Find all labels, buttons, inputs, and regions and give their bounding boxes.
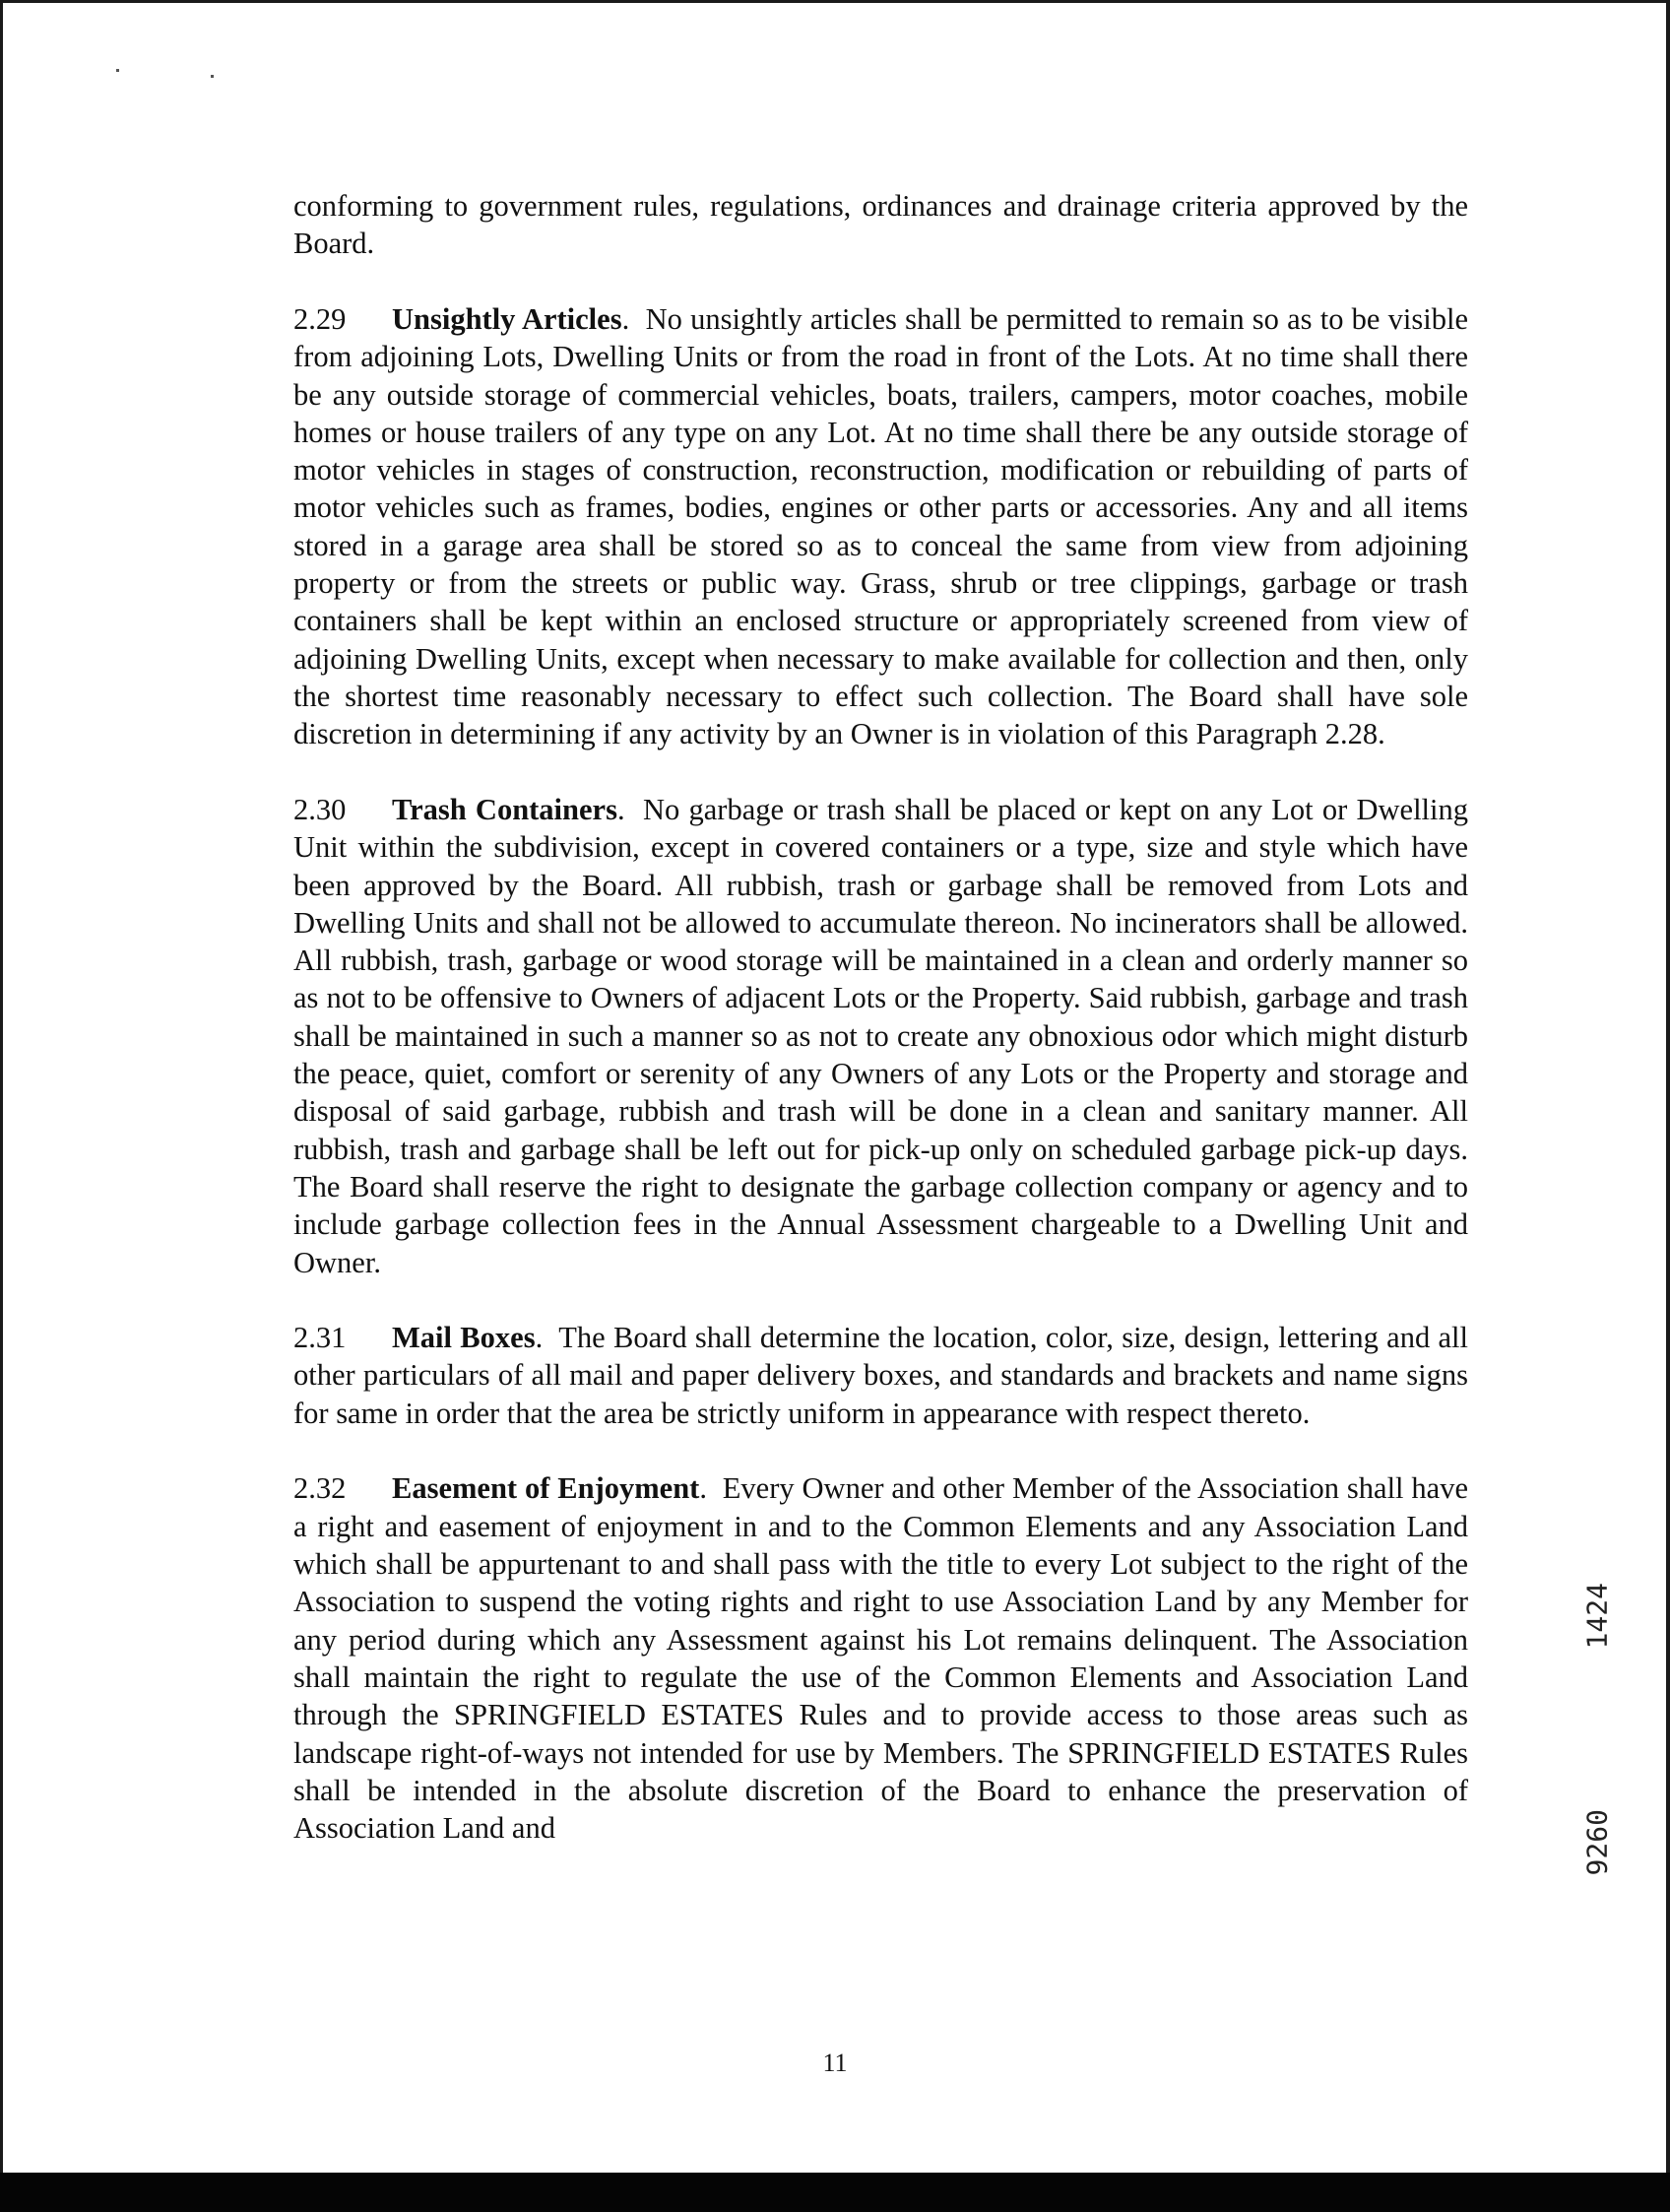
document-body — [293, 187, 1468, 1885]
section-heading: Unsightly Articles — [392, 301, 622, 336]
section-number: 2.29 — [293, 301, 347, 336]
scan-border-right — [1666, 0, 1670, 2212]
section-2-32: 2.32 Easement of Enjoyment. Every Owner and other Member of the Association shall have a right and easement of enjoyment in and to the Common Elements and any Association Land which shall be appurtenant to and shall pass with the title to every Lot subject to the right of the Association to suspend the voting rights and right to use Association Land by any Member for any period during which any Assessment against his Lot remains delinquent. The Association shall maintain the right to regulate the use of the Common Elements and Association Land through the SPRINGFIELD ESTATES Rules and to provide access to those areas such as landscape right-of-ways not intended for use by Members. The SPRINGFIELD ESTATES Rules shall be intended in the absolute discretion of the Board to enhance the preservation of Association Land and — [293, 1471, 1469, 1846]
section-heading: Mail Boxes — [392, 1321, 536, 1355]
section-number: 2.30 — [293, 792, 347, 826]
section-text: The Board shall determine the location, color, size, design, lettering and all other particulars of all mail and paper delivery boxes, and standards and brackets and name signs for same in order that the area be strictly uniform in appearance with respect thereto. — [293, 1321, 1468, 1430]
section-2-29: 2.29 Unsightly Articles. No unsightly articles shall be permitted to remain so as to be visible from adjoining Lots, Dwelling Units or from the road in front of the Lots. At no time shall there be any outside storage of commercial vehicles, boats, trailers, campers, motor coaches, mobile homes or house trailers of any type on any Lot. At no time shall there be any outside storage of motor vehicles in stages of construction, reconstruction, modification or rebuilding of parts of motor vehicles such as frames, bodies, engines or other parts or accessories. Any and all items stored in a garage area shall be stored so as to conceal the same from view from adjoining property or from the streets or public way. Grass, shrub or tree clippings, garbage or trash containers shall be kept within an enclosed structure or appropriately screened from view of adjoining Dwelling Units, except when necessary to make available for collection and then, only the shortest time reasonably necessary to effect such collection. The Board shall have sole discretion in determining if any activity by an Owner is in violation of this Paragraph 2.28. — [293, 301, 1468, 751]
page-number: 11 — [822, 2049, 848, 2077]
carryover-paragraph: conforming to government rules, regulations, ordinances and drainage criteria approved by the Board. — [293, 189, 1468, 261]
section-text: No garbage or trash shall be placed or kept on any Lot or Dwelling Unit within the subdivision, except in covered containers or a type, size and style which have been approved by the Board. All rubbish, trash or garbage shall be removed from Lots and Dwelling Units and shall not be allowed to accumulate thereon. No incinerators shall be allowed. All rubbish, trash, garbage or wood storage will be maintained in a clean and orderly manner so as not to be offensive to Owners of adjacent Lots or the Property. Said rubbish, garbage and trash shall be maintained in such a manner so as not to create any obnoxious odor which might disturb the peace, quiet, comfort or serenity of any Owners of any Lots or the Property and storage and disposal of said garbage, rubbish and trash will be done in a clean and sanitary manner. All rubbish, trash and garbage shall be left out for pick-up only on scheduled garbage pick-up days. The Board shall reserve the right to designate the garbage collection company or agency and to include garbage collection fees in the Annual Assessment chargeable to a Dwelling Unit and Owner. — [293, 792, 1469, 1279]
scan-border-left — [0, 0, 3, 2212]
section-heading: Trash Containers — [392, 792, 617, 826]
section-text: No unsightly articles shall be permitted to remain so as to be visible from adjoining Lots, Dwelling Units or from the road in front of the Lots. At no time shall there be any outside storage of commercial vehicles, boats, trailers, campers, motor coaches, mobile homes or house trailers of any type on any Lot. At no time shall there be any outside storage of motor vehicles in stages of construction, reconstruction, modification or rebuilding of parts of motor vehicles such as frames, bodies, engines or other parts or accessories. Any and all items stored in a garage area shall be stored so as to conceal the same from view from adjoining property or from the streets or public way. Grass, shrub or tree clippings, garbage or trash containers shall be kept within an enclosed structure or appropriately screened from view of adjoining Dwelling Units, except when necessary to make available for collection and then, only the shortest time reasonably necessary to effect such collection. The Board shall have sole discretion in determining if any activity by an Owner is in violation of this Paragraph 2.28. — [293, 301, 1468, 751]
section-text: Every Owner and other Member of the Association shall have a right and easement of enjoyment in and to the Common Elements and any Association Land which shall be appurtenant to and shall pass with the title to every Lot subject to the right of the Association to suspend the voting rights and right to use Association Land by any Member for any period during which any Assessment against his Lot remains delinquent. The Association shall maintain the right to regulate the use of the Common Elements and Association Land through the SPRINGFIELD ESTATES Rules and to provide access to those areas such as landscape right-of-ways not intended for use by Members. The SPRINGFIELD ESTATES Rules shall be intended in the absolute discretion of the Board to enhance the preservation of Association Land and — [293, 1471, 1469, 1846]
scan-border-top — [0, 0, 1670, 3]
section-heading: Easement of Enjoyment — [392, 1471, 700, 1506]
section-number: 2.32 — [293, 1471, 347, 1506]
scan-speck — [116, 69, 119, 72]
recording-stamp — [1582, 1559, 1612, 1953]
section-2-30: 2.30 Trash Containers. No garbage or trash shall be placed or kept on any Lot or Dwelling Unit within the subdivision, except in covered containers or a type, size and style which have been approved by the Board. All rubbish, trash or garbage shall be removed from Lots and Dwelling Units and shall not be allowed to accumulate thereon. No incinerators shall be allowed. All rubbish, trash, garbage or wood storage will be maintained in a clean and orderly manner so as not to be offensive to Owners of adjacent Lots or the Property. Said rubbish, garbage and trash shall be maintained in such a manner so as not to create any obnoxious odor which might disturb the peace, quiet, comfort or serenity of any Owners of any Lots or the Property and storage and disposal of said garbage, rubbish and trash will be done in a clean and sanitary manner. All rubbish, trash and garbage shall be left out for pick-up only on scheduled garbage pick-up days. The Board shall reserve the right to designate the garbage collection company or agency and to include garbage collection fees in the Annual Assessment chargeable to a Dwelling Unit and Owner. — [293, 792, 1469, 1279]
recording-stamp-page: 9260 — [1580, 1809, 1614, 1876]
section-number: 2.31 — [293, 1321, 347, 1355]
scan-speck — [211, 75, 214, 78]
recording-stamp-book: 1424 — [1580, 1583, 1614, 1650]
scan-border-bottom — [0, 2173, 1670, 2212]
section-2-31: 2.31 Mail Boxes. The Board shall determine the location, color, size, design, lettering and all other particulars of all mail and paper delivery boxes, and standards and brackets and name signs for same in order that the area be strictly uniform in appearance with respect thereto. — [293, 1321, 1468, 1430]
